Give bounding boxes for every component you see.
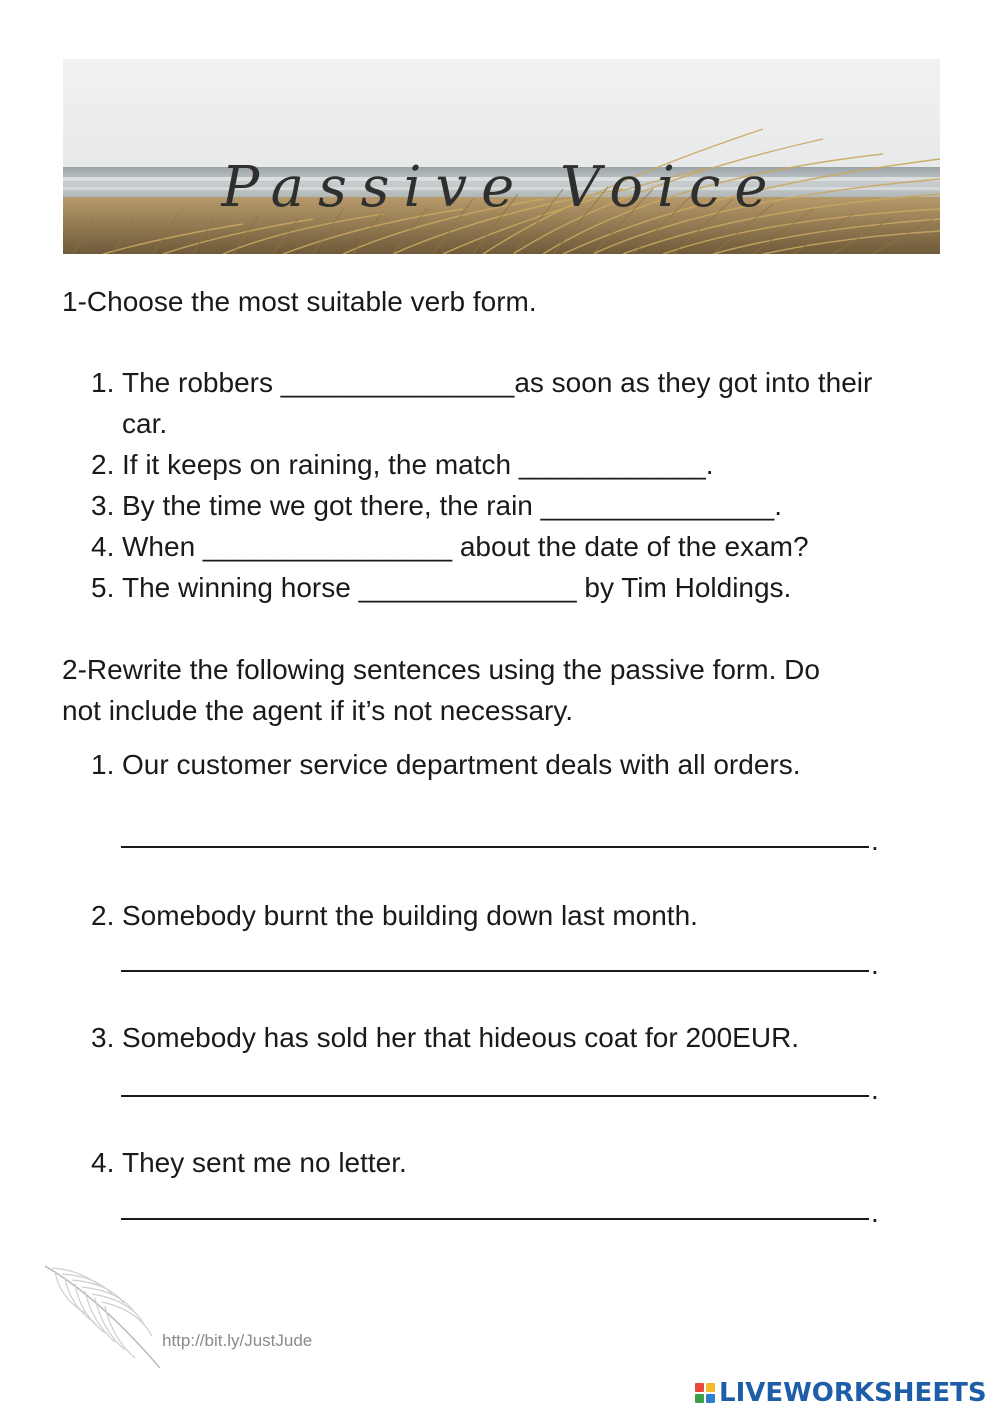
section1-item1-number: 1. — [91, 367, 115, 398]
liveworksheets-logo[interactable] — [695, 1378, 987, 1408]
section2-item1-text: Our customer service department deals with all orders. — [122, 749, 801, 780]
section1-item3-number: 3. — [91, 490, 115, 521]
section2-item2-end-dot: . — [871, 949, 879, 980]
section2-item1-number: 1. — [91, 749, 115, 780]
section1-item5-number: 5. — [91, 572, 115, 603]
section2-heading-line1: 2-Rewrite the following sentences using the passive form. Do — [62, 654, 820, 685]
section2-item2-number: 2. — [91, 900, 115, 931]
section2-item3-number: 3. — [91, 1022, 115, 1053]
section1-item2-number: 2. — [91, 449, 115, 480]
section1-item2-text: If it keeps on raining, the match ____________. — [122, 449, 714, 480]
section1-heading: 1-Choose the most suitable verb form. — [62, 286, 537, 317]
section2-item4-answer-line[interactable] — [121, 1218, 869, 1220]
header-banner — [63, 59, 940, 254]
section1-item5-text: The winning horse ______________ by Tim Holdings. — [122, 572, 792, 603]
section2-item1-answer-line[interactable] — [121, 846, 869, 848]
source-url-link[interactable]: http://bit.ly/JustJude — [162, 1331, 313, 1350]
section2-item3-text: Somebody has sold her that hideous coat for 200EUR. — [122, 1022, 800, 1053]
section2-item2-answer-line[interactable] — [121, 970, 869, 972]
liveworksheets-logo-icon — [695, 1383, 715, 1403]
section2-item3-end-dot: . — [871, 1074, 879, 1105]
section2-item4-end-dot: . — [871, 1197, 879, 1228]
worksheet-title: Passive Voice — [221, 155, 782, 220]
section2-item3-answer-line[interactable] — [121, 1095, 869, 1097]
section1-item1-line1: The robbers _______________as soon as they got into their — [122, 367, 873, 398]
section1-item4-number: 4. — [91, 531, 115, 562]
liveworksheets-logo-text: LIVEWORKSHEETS — [719, 1378, 987, 1408]
section1-item4-text: When ________________ about the date of the exam? — [122, 531, 809, 562]
section2-item4-number: 4. — [91, 1147, 115, 1178]
section2-item1-end-dot: . — [871, 825, 879, 856]
section2-item4-text: They sent me no letter. — [122, 1147, 407, 1178]
section1-item1-line2: car. — [122, 408, 168, 439]
section2-heading-line2: not include the agent if it’s not necessary. — [62, 695, 574, 726]
section1-item3-text: By the time we got there, the rain _______________. — [122, 490, 783, 521]
section2-item2-text: Somebody burnt the building down last month. — [122, 900, 698, 931]
feather-icon — [40, 1258, 170, 1373]
